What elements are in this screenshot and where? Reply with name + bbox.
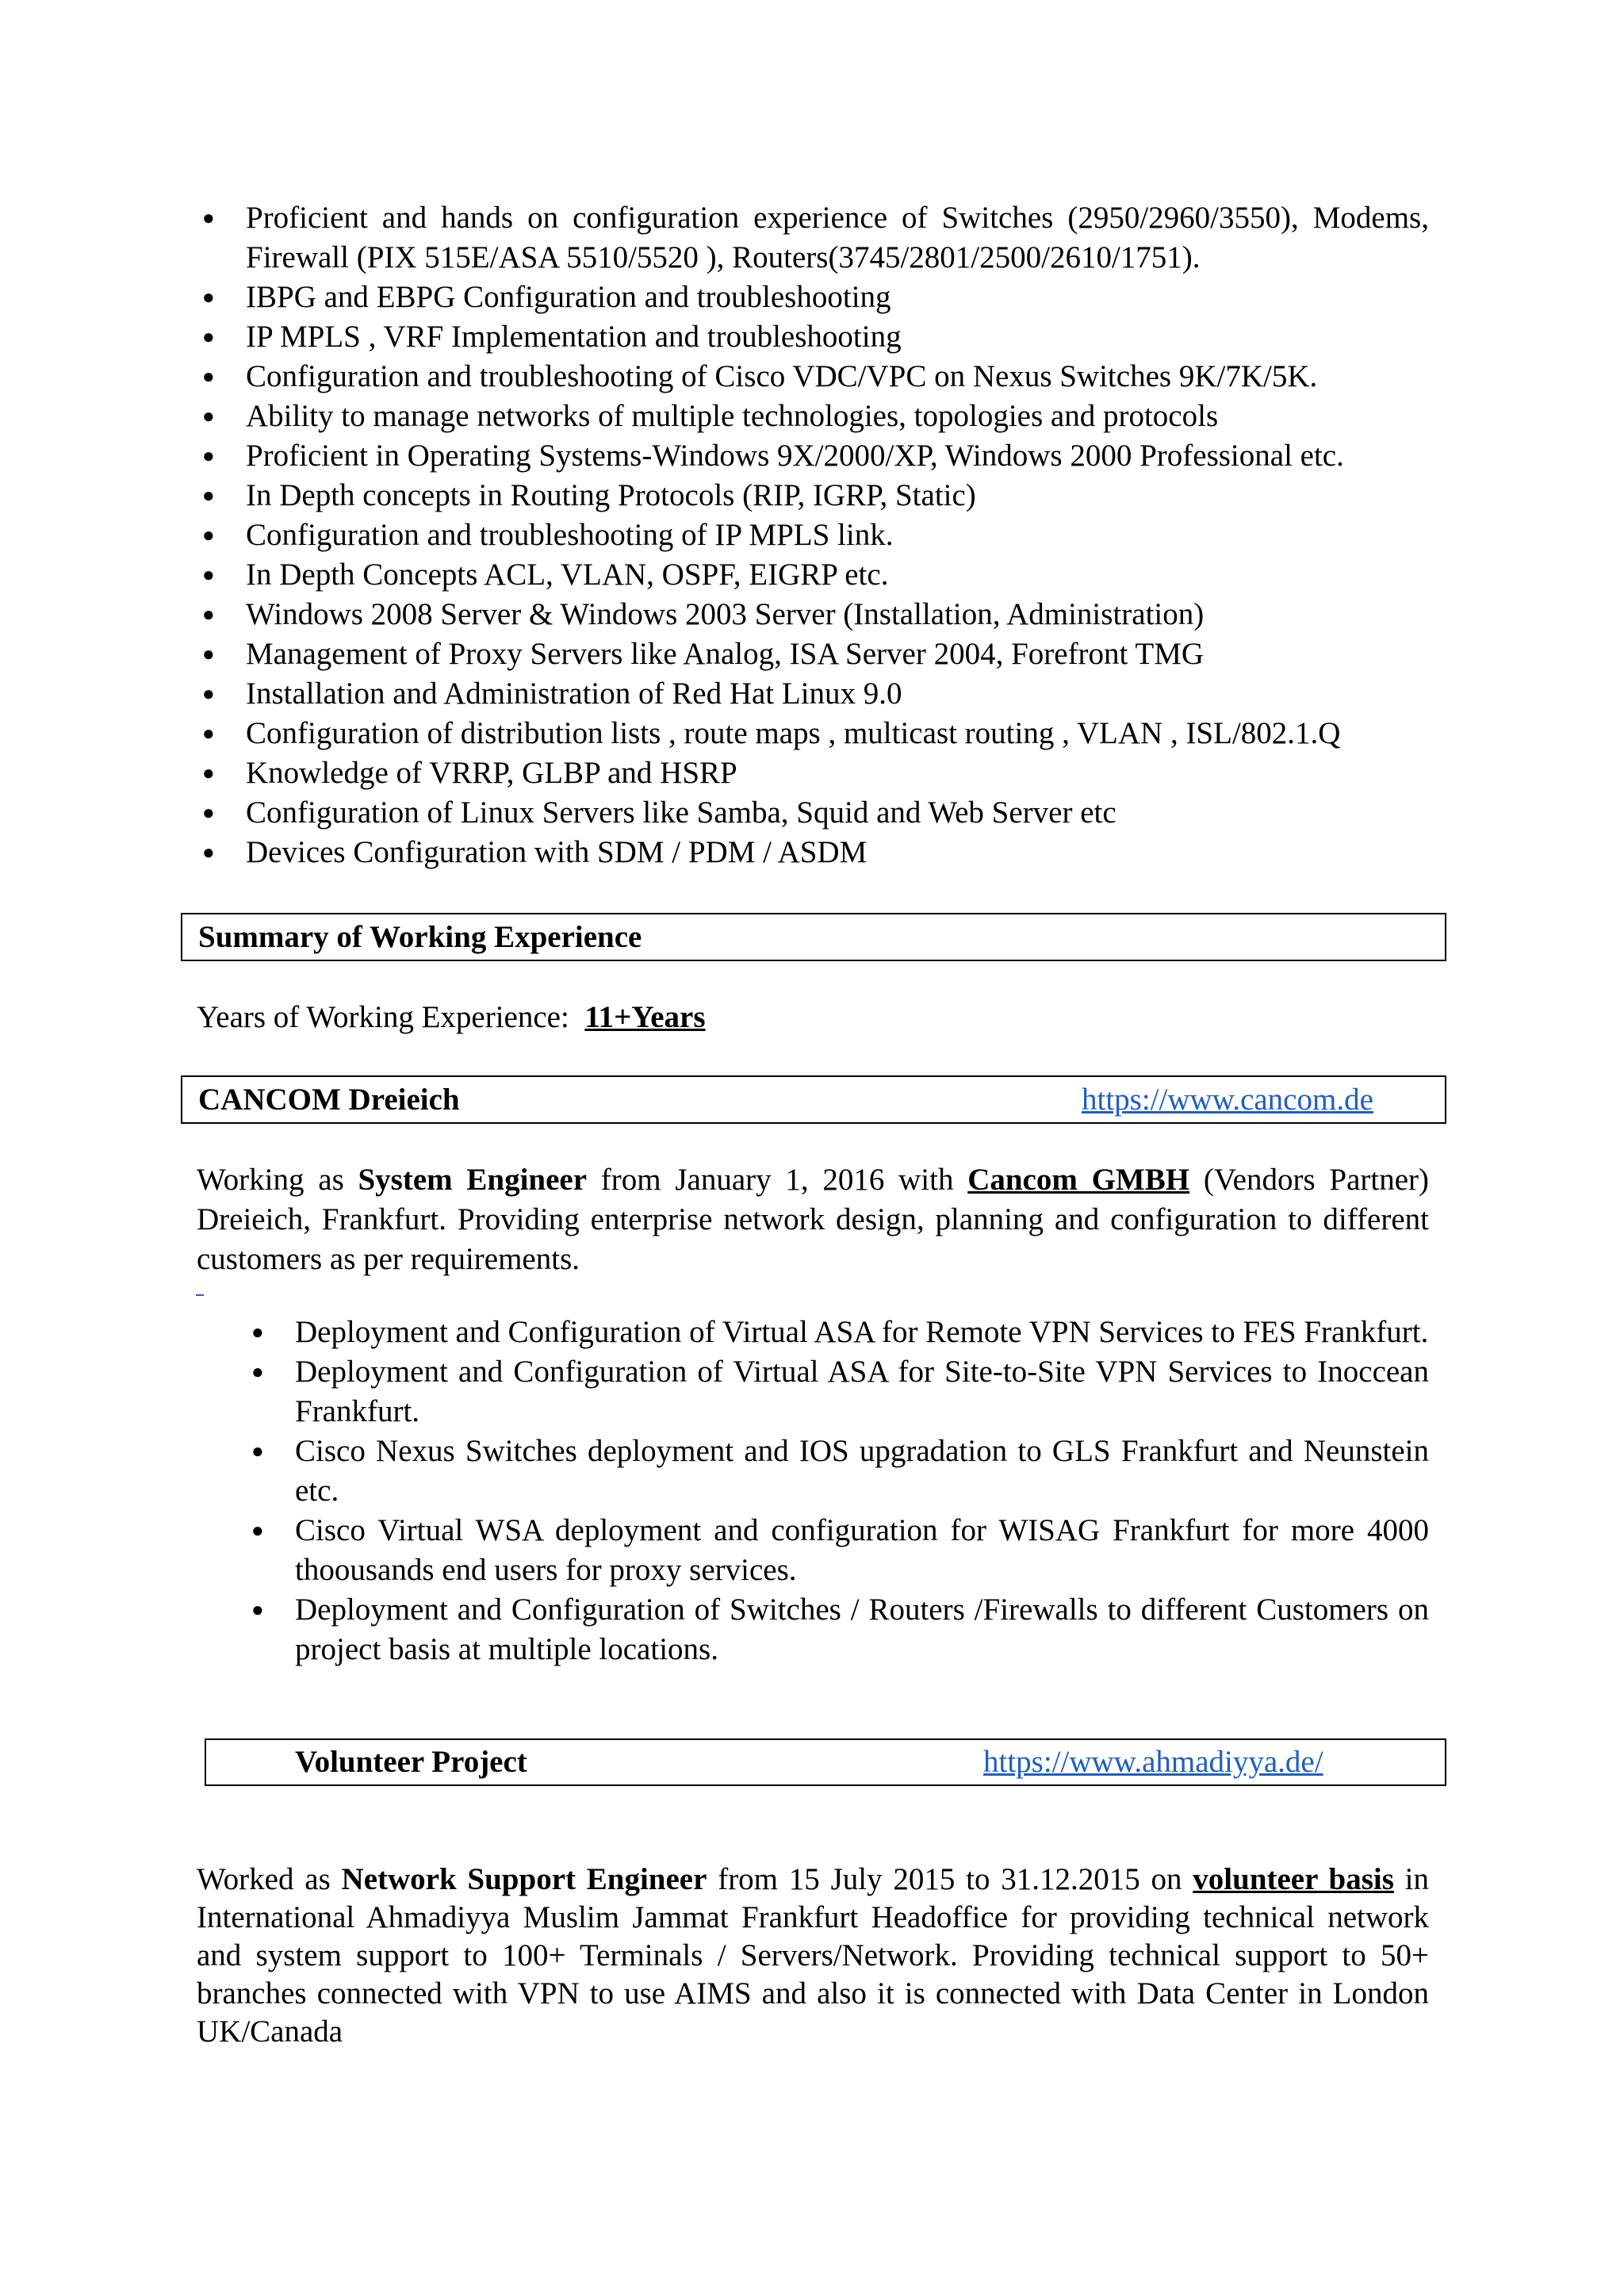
- list-item: ● In Depth Concepts ACL, VLAN, OSPF, EIGRP etc.: [246, 555, 1429, 595]
- skills-list: [202, 198, 1429, 872]
- bullet-icon: ●: [202, 325, 215, 348]
- list-item: ● Deployment and Configuration of Virtual ASA for Remote VPN Services to FES Frankfurt.: [295, 1313, 1429, 1352]
- role: System Engineer: [358, 1163, 588, 1197]
- list-item: ● Installation and Administration of Red Hat Linux 9.0: [246, 674, 1429, 714]
- bullet-icon: ●: [202, 841, 215, 864]
- cancom-intro: Working as System Engineer from January 1, 2016 with Cancom GMBH (Vendors Partner) Dreieich, Frankfurt. Providing enterprise network design, planning and configuration to different customers as per requirements.: [197, 1163, 1429, 1276]
- bullet-icon: ●: [202, 404, 215, 427]
- bullet-icon: ●: [202, 603, 215, 626]
- years-of-experience: Years of Working Experience: 11+Years: [197, 1000, 706, 1034]
- volunteer-link[interactable]: https://www.ahmadiyya.de/: [983, 1745, 1323, 1779]
- list-item: ● Configuration and troubleshooting of IP MPLS link.: [246, 516, 1429, 555]
- list-item: ● IBPG and EBPG Configuration and troubleshooting: [246, 278, 1429, 317]
- volunteer-heading-box: [205, 1738, 1446, 1786]
- list-item: ● Devices Configuration with SDM / PDM / ASDM: [246, 833, 1429, 872]
- list-item: ● Knowledge of VRRP, GLBP and HSRP: [246, 753, 1429, 793]
- list-item: ● Deployment and Configuration of Switches / Routers /Firewalls to different Customers on project basis at multiple locations.: [295, 1590, 1429, 1669]
- stray-mark: [196, 1294, 204, 1296]
- list-item: ● Management of Proxy Servers like Analog, ISA Server 2004, Forefront TMG: [246, 634, 1429, 674]
- list-item: ● Proficient in Operating Systems-Windows 9X/2000/XP, Windows 2000 Professional etc.: [246, 436, 1429, 476]
- role: Network Support Engineer: [341, 1862, 707, 1896]
- bullet-icon: ●: [251, 1439, 264, 1462]
- list-item: ● Configuration and troubleshooting of Cisco VDC/VPC on Nexus Switches 9K/7K/5K.: [246, 357, 1429, 397]
- bullet-icon: ●: [251, 1320, 264, 1343]
- cancom-link[interactable]: https://www.cancom.de: [1082, 1083, 1373, 1117]
- list-item: ● Ability to manage networks of multiple technologies, topologies and protocols: [246, 397, 1429, 436]
- bullet-icon: ●: [202, 523, 215, 546]
- list-item: ● Configuration of Linux Servers like Samba, Squid and Web Server etc: [246, 793, 1429, 833]
- list-item: ● Configuration of distribution lists , route maps , multicast routing , VLAN , ISL/802.1.Q: [246, 714, 1429, 753]
- basis: volunteer basis: [1193, 1862, 1394, 1896]
- bullet-icon: ●: [202, 563, 215, 586]
- list-item: ● Proficient and hands on configuration experience of Switches (2950/2960/3550), Modems, Firewall (PIX 515E/ASA 5510/5520 ), Routers(3745/2801/2500/2610/1751).: [246, 198, 1429, 278]
- bullet-icon: ●: [202, 761, 215, 784]
- volunteer-heading: Volunteer Project: [295, 1745, 527, 1779]
- list-item: ● Deployment and Configuration of Virtual ASA for Site-to-Site VPN Services to Inoccean Frankfurt.: [295, 1352, 1429, 1432]
- summary-heading-box: [181, 913, 1446, 961]
- summary-heading: Summary of Working Experience: [198, 920, 642, 954]
- list-item: ● IP MPLS , VRF Implementation and troubleshooting: [246, 317, 1429, 357]
- bullet-icon: ●: [202, 365, 215, 388]
- bullet-icon: ●: [251, 1598, 264, 1621]
- bullet-icon: ●: [202, 484, 215, 507]
- cancom-heading-box: [181, 1075, 1446, 1124]
- bullet-icon: ●: [202, 642, 215, 665]
- company-name: Cancom GMBH: [967, 1163, 1190, 1197]
- list-item: ● Cisco Virtual WSA deployment and configuration for WISAG Frankfurt for more 4000 thoousands end users for proxy services.: [295, 1511, 1429, 1590]
- bullet-icon: ●: [202, 206, 215, 229]
- list-item: ● Windows 2008 Server & Windows 2003 Server (Installation, Administration): [246, 595, 1429, 634]
- volunteer-description: Worked as Network Support Engineer from 15 July 2015 to 31.12.2015 on volunteer basis in International Ahmadiyya Muslim Jammat Frankfurt Headoffice for providing technical network and system support to 100+ Terminals / Servers/Network. Providing technical support to 50+ branches connected with VPN to use AIMS and also it is connected with Data Center in London UK/Canada: [197, 1862, 1430, 2049]
- cancom-tasks-list: [251, 1313, 1429, 1669]
- list-item: ● In Depth concepts in Routing Protocols (RIP, IGRP, Static): [246, 476, 1429, 516]
- bullet-icon: ●: [202, 444, 215, 467]
- bullet-icon: ●: [251, 1360, 264, 1383]
- bullet-icon: ●: [202, 286, 215, 309]
- bullet-icon: ●: [251, 1519, 264, 1542]
- bullet-icon: ●: [202, 801, 215, 824]
- bullet-icon: ●: [202, 682, 215, 705]
- list-item: ● Cisco Nexus Switches deployment and IOS upgradation to GLS Frankfurt and Neunstein etc.: [295, 1432, 1429, 1511]
- years-value: 11+Years: [584, 1000, 706, 1034]
- cancom-heading: CANCOM Dreieich: [198, 1083, 460, 1117]
- bullet-icon: ●: [202, 722, 215, 745]
